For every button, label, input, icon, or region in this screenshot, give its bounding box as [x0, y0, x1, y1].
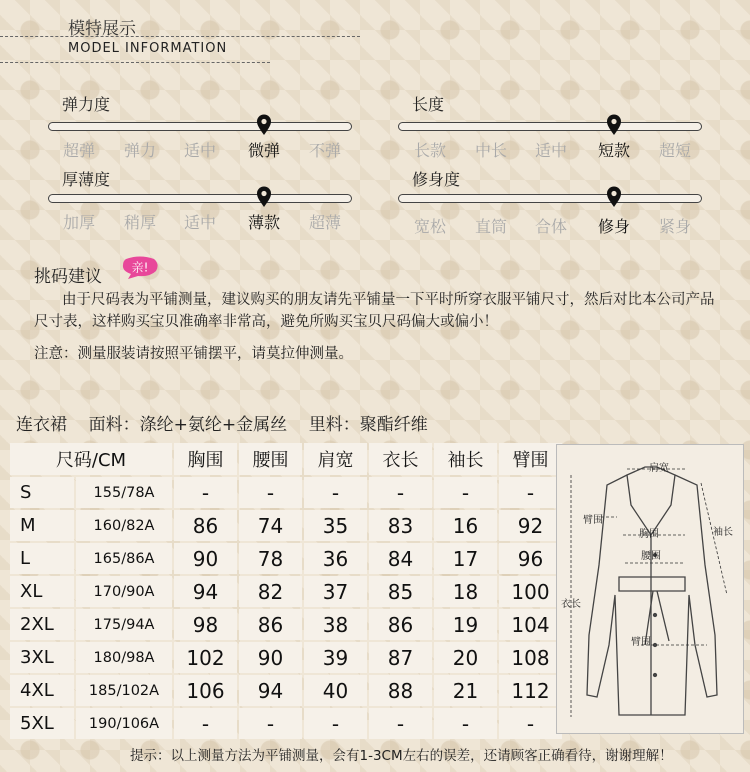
column-header: 腰围 — [239, 443, 302, 475]
measurement-value: 92 — [499, 510, 562, 541]
diagram-label-sleeve: 袖长 — [713, 527, 733, 538]
coat-outline-illustration — [557, 445, 745, 735]
height-bust-code: 185/102A — [76, 675, 172, 706]
measurement-value: - — [434, 708, 497, 739]
measurement-value: - — [304, 708, 367, 739]
measurement-value: 86 — [174, 510, 237, 541]
measurement-value: 112 — [499, 675, 562, 706]
measurement-value: - — [434, 477, 497, 508]
scale-option: 弹力 — [123, 141, 157, 160]
column-header: 衣长 — [369, 443, 432, 475]
measurement-value: 87 — [369, 642, 432, 673]
measurement-value: 19 — [434, 609, 497, 640]
map-pin-icon — [256, 114, 272, 136]
diagram-label-length: 衣长 — [561, 599, 581, 610]
measurement-value: 108 — [499, 642, 562, 673]
scale-title: 修身度 — [412, 170, 461, 189]
scale-option: 薄款 — [247, 213, 281, 232]
diagram-label-arm: 臂围 — [583, 515, 603, 526]
scale-option: 长款 — [413, 141, 447, 160]
scale-option: 紧身 — [658, 217, 692, 236]
measurement-value: 86 — [239, 609, 302, 640]
measurement-value: 100 — [499, 576, 562, 607]
table-row — [10, 576, 562, 607]
height-bust-code: 180/98A — [76, 642, 172, 673]
measurement-value: 20 — [434, 642, 497, 673]
scale-option: 适中 — [183, 141, 217, 160]
advice-title: 挑码建议 — [34, 267, 102, 287]
height-bust-code: 190/106A — [76, 708, 172, 739]
measurement-value: 82 — [239, 576, 302, 607]
measurement-value: - — [239, 708, 302, 739]
measurement-value: 17 — [434, 543, 497, 574]
scale-option: 中长 — [474, 141, 508, 160]
size-label: 3XL — [10, 642, 74, 673]
measurement-value: - — [499, 708, 562, 739]
scale-title: 弹力度 — [62, 95, 111, 114]
scale-track — [398, 122, 702, 131]
measurement-value: 98 — [174, 609, 237, 640]
measurement-value: 88 — [369, 675, 432, 706]
table-header-row — [10, 443, 562, 475]
scale-track — [48, 122, 352, 131]
measurement-value: 86 — [369, 609, 432, 640]
measurement-value: - — [174, 477, 237, 508]
diagram-label-chest: 胸围 — [639, 529, 659, 540]
scale-title: 长度 — [412, 95, 445, 114]
column-header: 尺码/CM — [10, 443, 172, 475]
size-label: L — [10, 543, 74, 574]
measurement-value: 94 — [239, 675, 302, 706]
height-bust-code: 170/90A — [76, 576, 172, 607]
scale-track — [398, 194, 702, 203]
measurement-value: 37 — [304, 576, 367, 607]
map-pin-icon — [606, 114, 622, 136]
table-row — [10, 642, 562, 673]
scale-option: 短款 — [597, 141, 631, 160]
fabric-info: 连衣裙 面料：涤纶+氨纶+金属丝 里料：聚酯纤维 — [16, 415, 428, 435]
measurement-value: 94 — [174, 576, 237, 607]
measurement-value: 21 — [434, 675, 497, 706]
measurement-value: 84 — [369, 543, 432, 574]
scale-option: 微弹 — [247, 141, 281, 160]
measurement-value: 85 — [369, 576, 432, 607]
measurement-value: 96 — [499, 543, 562, 574]
advice-paragraph: 由于尺码表为平铺测量，建议购买的朋友请先平铺量一下平时所穿衣服平铺尺寸，然后对比本公司产品尺寸表，这样购买宝贝准确率非常高，避免所购买宝贝尺码偏大或偏小！ — [34, 292, 715, 330]
measurement-value: 78 — [239, 543, 302, 574]
table-row — [10, 675, 562, 706]
section-subtitle: MODEL INFORMATION — [68, 41, 228, 56]
measurement-value: - — [369, 477, 432, 508]
measurement-value: 106 — [174, 675, 237, 706]
measure-note: 注意：测量服装请按照平铺摆平，请莫拉伸测量。 — [34, 346, 353, 362]
measurement-value: 40 — [304, 675, 367, 706]
table-row — [10, 477, 562, 508]
scale-option: 超薄 — [308, 213, 342, 232]
height-bust-code: 155/78A — [76, 477, 172, 508]
scale-option: 超短 — [658, 141, 692, 160]
measurement-value: 39 — [304, 642, 367, 673]
size-label: XL — [10, 576, 74, 607]
diagram-label-waist: 腰围 — [641, 551, 661, 562]
divider — [0, 62, 270, 63]
map-pin-icon — [256, 186, 272, 208]
diagram-label-shoulder: 肩宽 — [649, 463, 669, 474]
measurement-value: - — [369, 708, 432, 739]
scale-track — [48, 194, 352, 203]
measurement-value: - — [174, 708, 237, 739]
footer-tip: 提示：以上测量方法为平铺测量，会有1-3CM左右的误差，还请顾客正确看待，谢谢理解！ — [130, 748, 673, 764]
size-label: S — [10, 477, 74, 508]
size-label: M — [10, 510, 74, 541]
measurement-value: 83 — [369, 510, 432, 541]
scale-option: 直筒 — [474, 217, 508, 236]
scale-option: 加厚 — [62, 213, 96, 232]
measurement-value: 36 — [304, 543, 367, 574]
scale-option: 超弹 — [62, 141, 96, 160]
table-row — [10, 510, 562, 541]
height-bust-code: 165/86A — [76, 543, 172, 574]
measurement-value: - — [499, 477, 562, 508]
size-label: 5XL — [10, 708, 74, 739]
measurement-value: 102 — [174, 642, 237, 673]
measurement-value: 18 — [434, 576, 497, 607]
size-label: 4XL — [10, 675, 74, 706]
column-header: 胸围 — [174, 443, 237, 475]
measurement-value: 35 — [304, 510, 367, 541]
badge-text: 亲! — [131, 260, 149, 275]
measurement-value: 90 — [239, 642, 302, 673]
scale-option: 宽松 — [413, 217, 447, 236]
divider — [0, 36, 360, 37]
measurement-diagram — [556, 444, 744, 734]
section-title: 模特展示 — [68, 19, 136, 39]
column-header: 袖长 — [434, 443, 497, 475]
measurement-value: 38 — [304, 609, 367, 640]
scale-option: 修身 — [597, 217, 631, 236]
scale-option: 适中 — [534, 141, 568, 160]
speech-bubble-icon — [120, 256, 160, 280]
measurement-value: 16 — [434, 510, 497, 541]
measurement-value: 90 — [174, 543, 237, 574]
scale-option: 适中 — [183, 213, 217, 232]
measurement-value: 104 — [499, 609, 562, 640]
measurement-value: 74 — [239, 510, 302, 541]
height-bust-code: 160/82A — [76, 510, 172, 541]
column-header: 臂围 — [499, 443, 562, 475]
height-bust-code: 175/94A — [76, 609, 172, 640]
scale-option: 不弹 — [308, 141, 342, 160]
table-row — [10, 609, 562, 640]
scale-option: 稍厚 — [123, 213, 157, 232]
size-label: 2XL — [10, 609, 74, 640]
column-header: 肩宽 — [304, 443, 367, 475]
diagram-label-arm-bottom: 臂围 — [631, 637, 651, 648]
table-row — [10, 708, 562, 739]
scale-title: 厚薄度 — [62, 170, 111, 189]
table-row — [10, 543, 562, 574]
size-table — [8, 441, 564, 741]
measurement-value: - — [304, 477, 367, 508]
measurement-value: - — [239, 477, 302, 508]
scale-option: 合体 — [534, 217, 568, 236]
map-pin-icon — [606, 186, 622, 208]
